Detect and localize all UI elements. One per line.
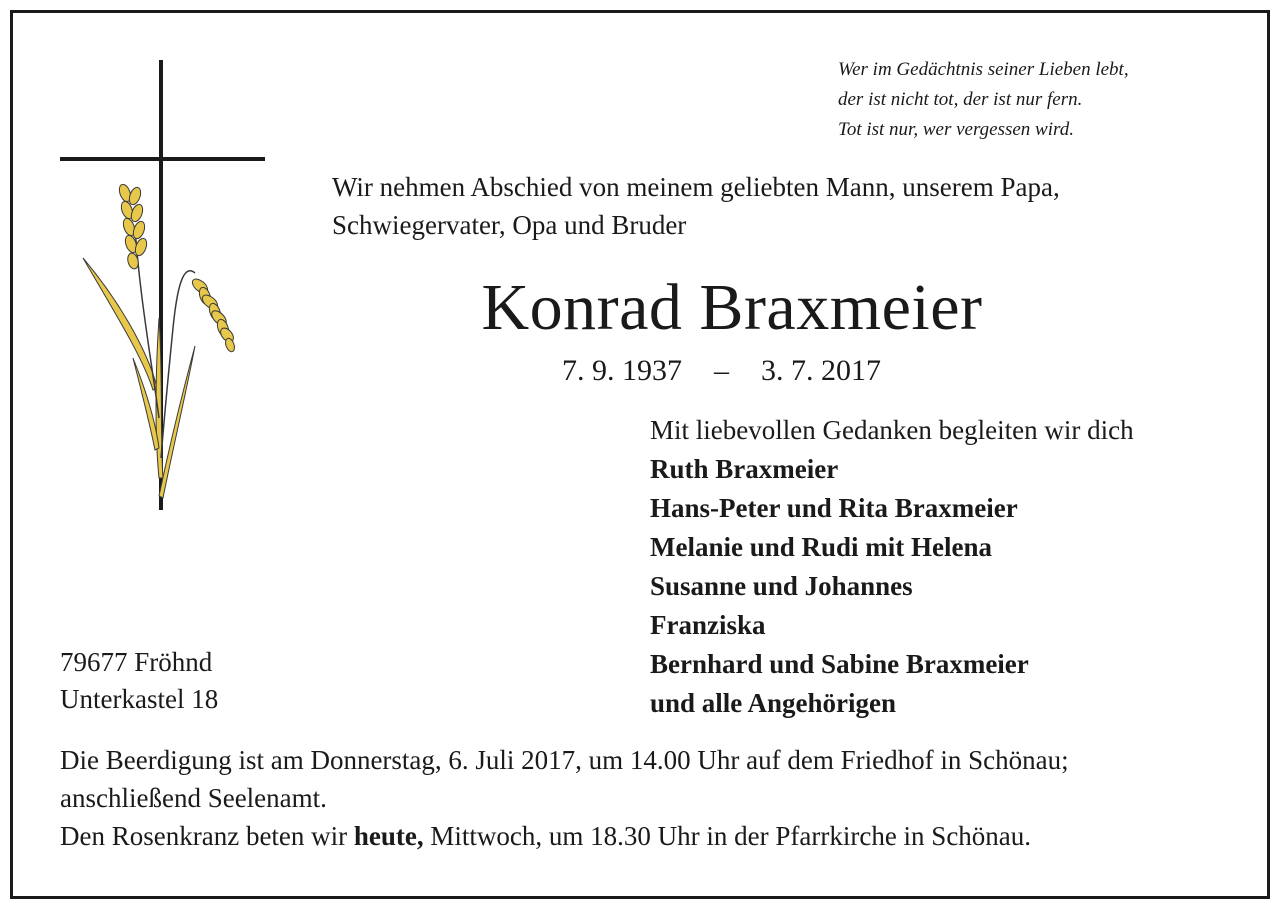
rosary-text-bold: heute, xyxy=(353,821,424,851)
intro-line: Wir nehmen Abschied von meinem geliebten Mann, unserem Papa, xyxy=(332,172,1060,202)
mourner-name: Ruth Braxmeier xyxy=(650,454,839,484)
death-date: 3. 7. 2017 xyxy=(761,354,881,387)
mourner-name: Franziska xyxy=(650,610,766,640)
mourner-name: Hans-Peter und Rita Braxmeier xyxy=(650,493,1018,523)
mourner-name: und alle Angehörigen xyxy=(650,688,897,718)
address-block xyxy=(60,644,218,718)
quote-line: Wer im Gedächtnis seiner Lieben lebt, xyxy=(838,59,1129,80)
rosary-text-after: Mittwoch, um 18.30 Uhr in der Pfarrkirche in Schönau. xyxy=(423,821,1032,851)
rosary-text-before: Den Rosenkranz beten wir xyxy=(60,821,354,851)
date-separator: – xyxy=(714,354,729,387)
intro-text xyxy=(332,168,1232,244)
mourners-lead: Mit liebevollen Gedanken begleiten wir dich xyxy=(650,415,1134,445)
mourner-name: Bernhard und Sabine Braxmeier xyxy=(650,649,1029,679)
mourner-name: Melanie und Rudi mit Helena xyxy=(650,532,993,562)
funeral-line-1: Die Beerdigung ist am Donnerstag, 6. Juli 2017, um 14.00 Uhr auf dem Friedhof in Schönau; xyxy=(60,745,1069,775)
memorial-quote xyxy=(838,55,1258,145)
funeral-line-2: anschließend Seelenamt. xyxy=(60,783,327,813)
intro-line: Schwiegervater, Opa und Bruder xyxy=(332,210,687,240)
mourner-name: Susanne und Johannes xyxy=(650,571,913,601)
deceased-name: Konrad Braxmeier xyxy=(481,271,983,344)
address-street: Unterkastel 18 xyxy=(60,684,219,714)
funeral-details xyxy=(60,741,1240,855)
address-city: 79677 Fröhnd xyxy=(60,647,213,677)
life-dates xyxy=(562,351,881,391)
birth-date: 7. 9. 1937 xyxy=(562,354,682,387)
quote-line: Tot ist nur, wer vergessen wird. xyxy=(838,119,1074,140)
quote-line: der ist nicht tot, der ist nur fern. xyxy=(838,89,1083,110)
rosary-line xyxy=(60,817,1240,855)
mourners-list xyxy=(650,411,1250,723)
